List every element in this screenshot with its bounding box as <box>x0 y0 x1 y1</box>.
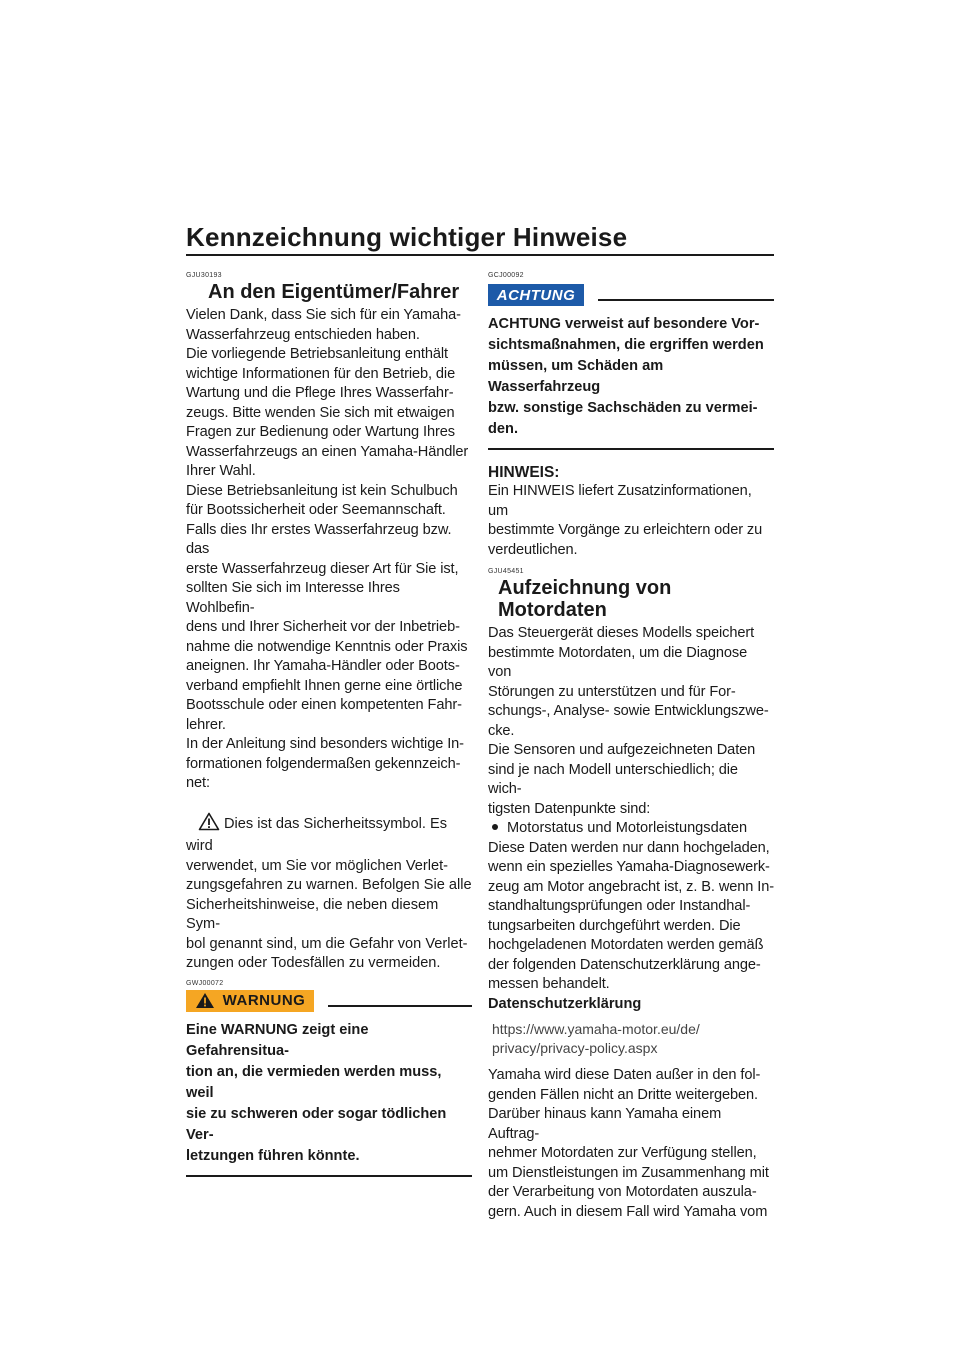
bullet-icon <box>492 824 498 830</box>
notice-text: ACHTUNG verweist auf besondere Vor- sichtsmaßnahmen, die ergriffen werden müssen, um Schäden am Wasserfahrzeug bzw. sonstige Sachschäden zu vermei- den. <box>488 314 774 450</box>
notice-code: GCJ00092 <box>488 272 524 279</box>
warning-badge: WARNUNG <box>186 990 314 1012</box>
owner-paragraph: Vielen Dank, dass Sie sich für ein Yamaha- Wasserfahrzeug entschieden haben. Die vorliegende Betriebsanleitung enthält wichtige Informationen für den Betrieb, die Wartung und die Pflege Ihres Wasserfahr- zeugs. Bitte wenden Sie sich mit etwaigen Fragen zur Bedienung oder Wartung Ihres Wasserfahrzeugs an einen Yamaha-Händler Ihrer Wahl. Diese Betriebsanleitung ist kein Schulbuch für Bootssicherheit oder Seemannschaft. Falls dies Ihr erstes Wasserfahrzeug bzw. das erste Wasserfahrzeug dieser Art für Sie ist, sollten Sie sich im Interesse Ihres Wohlbefin- dens und Ihrer Sicherheit vor der Inbetrieb- nahme die notwendige Kenntnis oder Praxis aneignen. Ihr Yamaha-Händler oder Boots- verband empfiehlt Ihnen gerne eine örtliche Bootsschule oder einen kompetenten Fahr- lehrer. In der Anleitung sind besonders wichtige In- formationen folgendermaßen gekennzeich- net: <box>186 307 469 791</box>
left-column <box>186 272 472 1177</box>
safety-alert-icon <box>198 812 220 838</box>
section-title-engine-data: Aufzeichnung von Motordaten <box>498 577 672 621</box>
list-item: Motorstatus und Motorleistungsdaten <box>488 819 774 839</box>
hint-title: HINWEIS: <box>488 464 560 481</box>
notice-badge: ACHTUNG <box>488 284 584 306</box>
warning-code: GWJ00072 <box>186 979 224 987</box>
notice-label-row <box>488 284 774 306</box>
warning-label-row <box>186 990 472 1012</box>
privacy-url[interactable]: https://www.yamaha-motor.eu/de/ privacy/privacy-policy.aspx <box>492 1021 700 1056</box>
section-title-owner: An den Eigentümer/Fahrer <box>208 281 460 303</box>
right-column <box>488 272 774 1222</box>
page-header <box>186 222 774 256</box>
warning-text: Eine WARNUNG zeigt eine Gefahrensitua- tion an, die vermieden werden muss, weil sie zu schweren oder sogar tödlichen Ver- letzungen führen könnte. <box>186 1020 472 1177</box>
section-code: GJU30193 <box>186 272 222 279</box>
safety-symbol-paragraph: Dies ist das Sicherheitssymbol. Es wird verwendet, um Sie vor möglichen Verlet- zungsgefahren zu warnen. Befolgen Sie alle Sicherheitshinweise, die neben diesem Sym- bol genannt sind, um die Gefahr von Verlet- zungen oder Todesfällen zu vermeiden. <box>186 812 472 974</box>
upload-paragraph: Diese Daten werden nur dann hochgeladen, wenn ein spezielles Yamaha-Diagnosewerk- zeug am Motor angebracht ist, z. B. wenn In- standhaltungsprüfungen oder Instandhal- tungsarbeiten durchgeführt werden. Die hochgeladenen Motordaten werden gemäß der folgenden Datenschutzerklärung ange- messen behandelt. <box>488 839 774 992</box>
section-code: GJU45451 <box>488 568 524 575</box>
engine-data-paragraph: Das Steuergerät dieses Modells speichert bestimmte Motordaten, um die Diagnose von Störungen zu unterstützen und für For- schungs-, Analyse- sowie Entwicklungszwe- cke. Die Sensoren und aufgezeichneten Daten sind je nach Modell unterschiedlich; die wich- tigsten Datenpunkte sind: <box>488 625 769 817</box>
hint-paragraph: Ein HINWEIS liefert Zusatzinformationen, um bestimmte Vorgänge zu erleichtern oder zu verdeutlichen. <box>488 483 763 558</box>
page-title: Kennzeichnung wichtiger Hinweise <box>186 222 628 252</box>
warning-triangle-icon <box>195 992 215 1009</box>
third-party-paragraph: Yamaha wird diese Daten außer in den fol- genden Fällen nicht an Dritte weitergeben. Darüber hinaus kann Yamaha einem Auftrag- nehmer Motordaten zur Verfügung stellen, um Dienstleistungen im Zusammenhang mit der Verarbeitung von Motordaten auszula- gern. Auch in diesem Fall wird Yamaha vom <box>488 1067 769 1220</box>
privacy-subheading: Datenschutzerklärung <box>488 995 642 1012</box>
